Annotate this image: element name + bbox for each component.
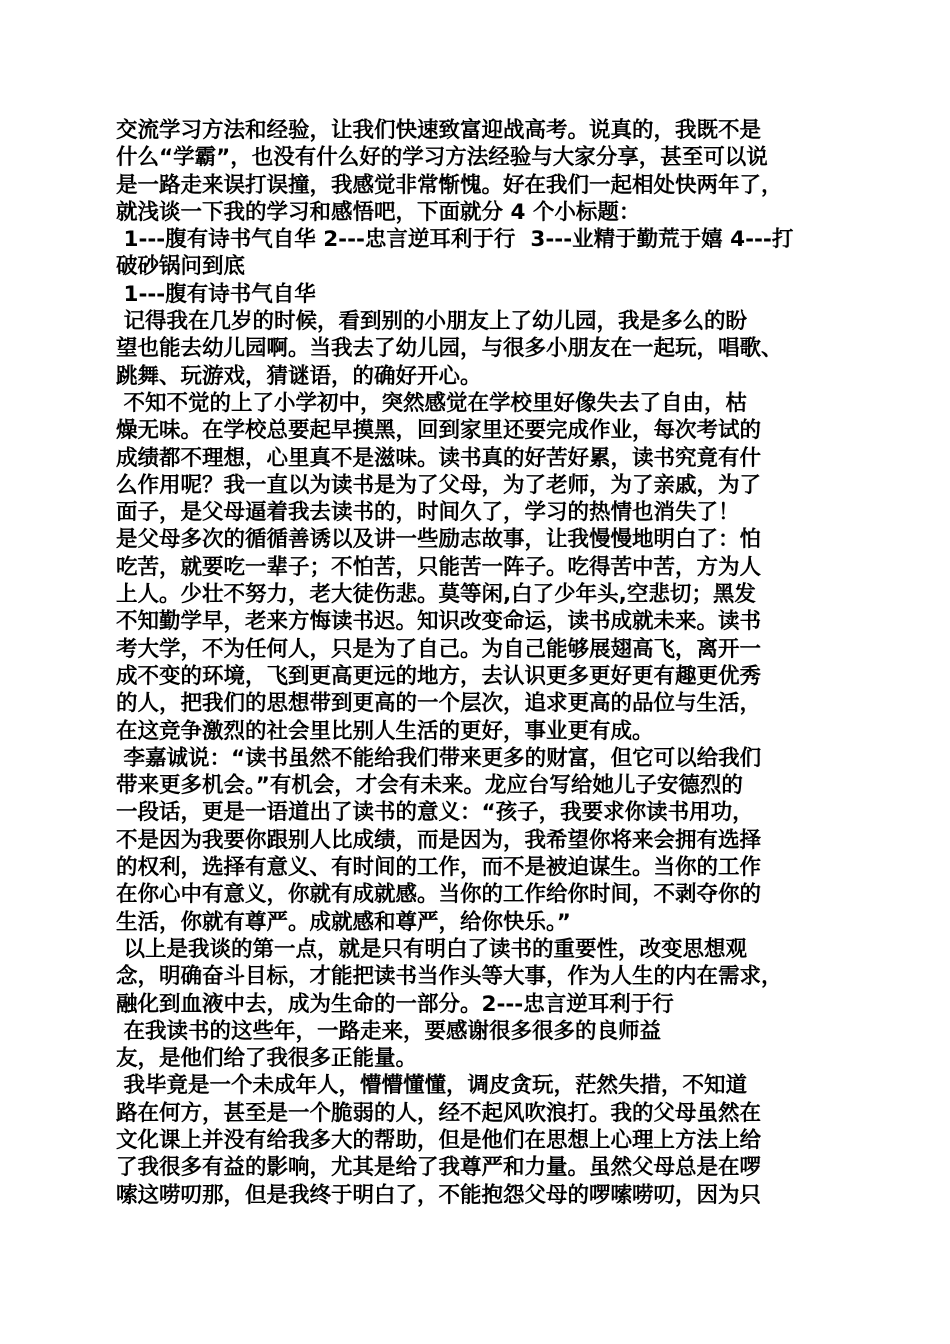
text-line: 望也能去幼儿园啊。当我去了幼儿园，与很多小朋友在一起玩，唱歌、: [116, 336, 783, 362]
text-line: 什么“学霸”，也没有什么好的学习方法经验与大家分享，甚至可以说: [116, 145, 768, 171]
text-line: 带来更多机会。”有机会，才会有未来。龙应台写给她儿子安德烈的: [116, 773, 743, 799]
text-line: 生活，你就有尊严。成就感和尊严，给你快乐。”: [116, 909, 571, 935]
text-line: 考大学，不为任何人，只是为了自己。为自己能够展翅高飞，离开一: [116, 636, 762, 662]
text-line: 是父母多次的循循善诱以及讲一些励志故事，让我慢慢地明白了：怕: [116, 527, 762, 553]
text-line: 在我读书的这些年，一路走来，要感谢很多很多的良师益: [116, 1018, 661, 1044]
text-line: 一段话，更是一语道出了读书的意义：“孩子，我要求你读书用功，: [116, 800, 754, 826]
text-line: 不是因为我要你跟别人比成绩，而是因为，我希望你将来会拥有选择: [116, 827, 762, 853]
text-line: 1---腹有诗书气自华 2---忠言逆耳利于行 3---业精于勤荒于嬉 4---打: [116, 227, 794, 253]
text-line: 不知不觉的上了小学初中，突然感觉在学校里好像失去了自由，枯: [116, 390, 747, 416]
text-line: 在你心中有意义，你就有成就感。当你的工作给你时间，不剥夺你的: [116, 882, 762, 908]
text-line: 记得我在几岁的时候，看到别的小朋友上了幼儿园，我是多么的盼: [116, 309, 747, 335]
text-line: 在这竞争激烈的社会里比别人生活的更好，事业更有成。: [116, 718, 654, 744]
text-line: 成绩都不理想，心里真不是滋味。读书真的好苦好累，读书究竟有什: [116, 445, 762, 471]
text-line: 嗦这唠叨那，但是我终于明白了，不能抱怨父母的啰嗦唠叨，因为只: [116, 1182, 762, 1208]
text-line: 燥无味。在学校总要起早摸黑，回到家里还要完成作业，每次考试的: [116, 418, 762, 444]
text-line: 了我很多有益的影响，尤其是给了我尊严和力量。虽然父母总是在啰: [116, 1155, 762, 1181]
text-line: 不知勤学早，老来方悔读书迟。知识改变命运，读书成就未来。读书: [116, 609, 762, 635]
text-line: 面子，是父母逼着我去读书的，时间久了，学习的热情也消失了！: [116, 500, 740, 526]
text-line: 跳舞、玩游戏，猜谜语，的确好开心。: [116, 363, 482, 389]
text-line: 破砂锅问到底: [116, 254, 246, 280]
text-line: 融化到血液中去，成为生命的一部分。2---忠言逆耳利于行: [116, 991, 674, 1017]
text-line: 就浅谈一下我的学习和感悟吧，下面就分 4 个小标题：: [116, 199, 641, 225]
text-line: 1---腹有诗书气自华: [116, 281, 316, 307]
text-line: 成不变的环境，飞到更高更远的地方，去认识更多更好更有趣更优秀: [116, 663, 762, 689]
text-line: 交流学习方法和经验，让我们快速致富迎战高考。说真的，我既不是: [116, 118, 762, 143]
text-line: 的人，把我们的思想带到更高的一个层次，追求更高的品位与生活，: [116, 691, 762, 717]
text-line: 文化课上并没有给我多大的帮助，但是他们在思想上心理上方法上给: [116, 1127, 762, 1153]
text-line: 路在何方，甚至是一个脆弱的人，经不起风吹浪打。我的父母虽然在: [116, 1100, 762, 1126]
text-line: 李嘉诚说：“读书虽然不能给我们带来更多的财富，但它可以给我们: [116, 745, 762, 771]
text-line: 我毕竟是一个未成年人，懵懵懂懂，调皮贪玩，茫然失措，不知道: [116, 1073, 747, 1099]
text-line: 是一路走来误打误撞，我感觉非常惭愧。好在我们一起相处快两年了，: [116, 172, 783, 198]
text-line: 以上是我谈的第一点，就是只有明白了读书的重要性，改变思想观: [116, 936, 747, 962]
text-line: 的权利，选择有意义、有时间的工作，而不是被迫谋生。当你的工作: [116, 855, 762, 881]
body-text: [116, 117, 856, 1209]
text-line: 么作用呢？我一直以为读书是为了父母，为了老师，为了亲戚，为了: [116, 472, 762, 498]
text-line: 上人。少壮不努力，老大徒伤悲。莫等闲,白了少年头,空悲切；黑发: [116, 582, 756, 608]
text-line: 友，是他们给了我很多正能量。: [116, 1046, 418, 1072]
text-line: 念，明确奋斗目标，才能把读书当作头等大事，作为人生的内在需求，: [116, 964, 783, 990]
text-line: 吃苦，就要吃一辈子；不怕苦，只能苦一阵子。吃得苦中苦，方为人: [116, 554, 762, 580]
